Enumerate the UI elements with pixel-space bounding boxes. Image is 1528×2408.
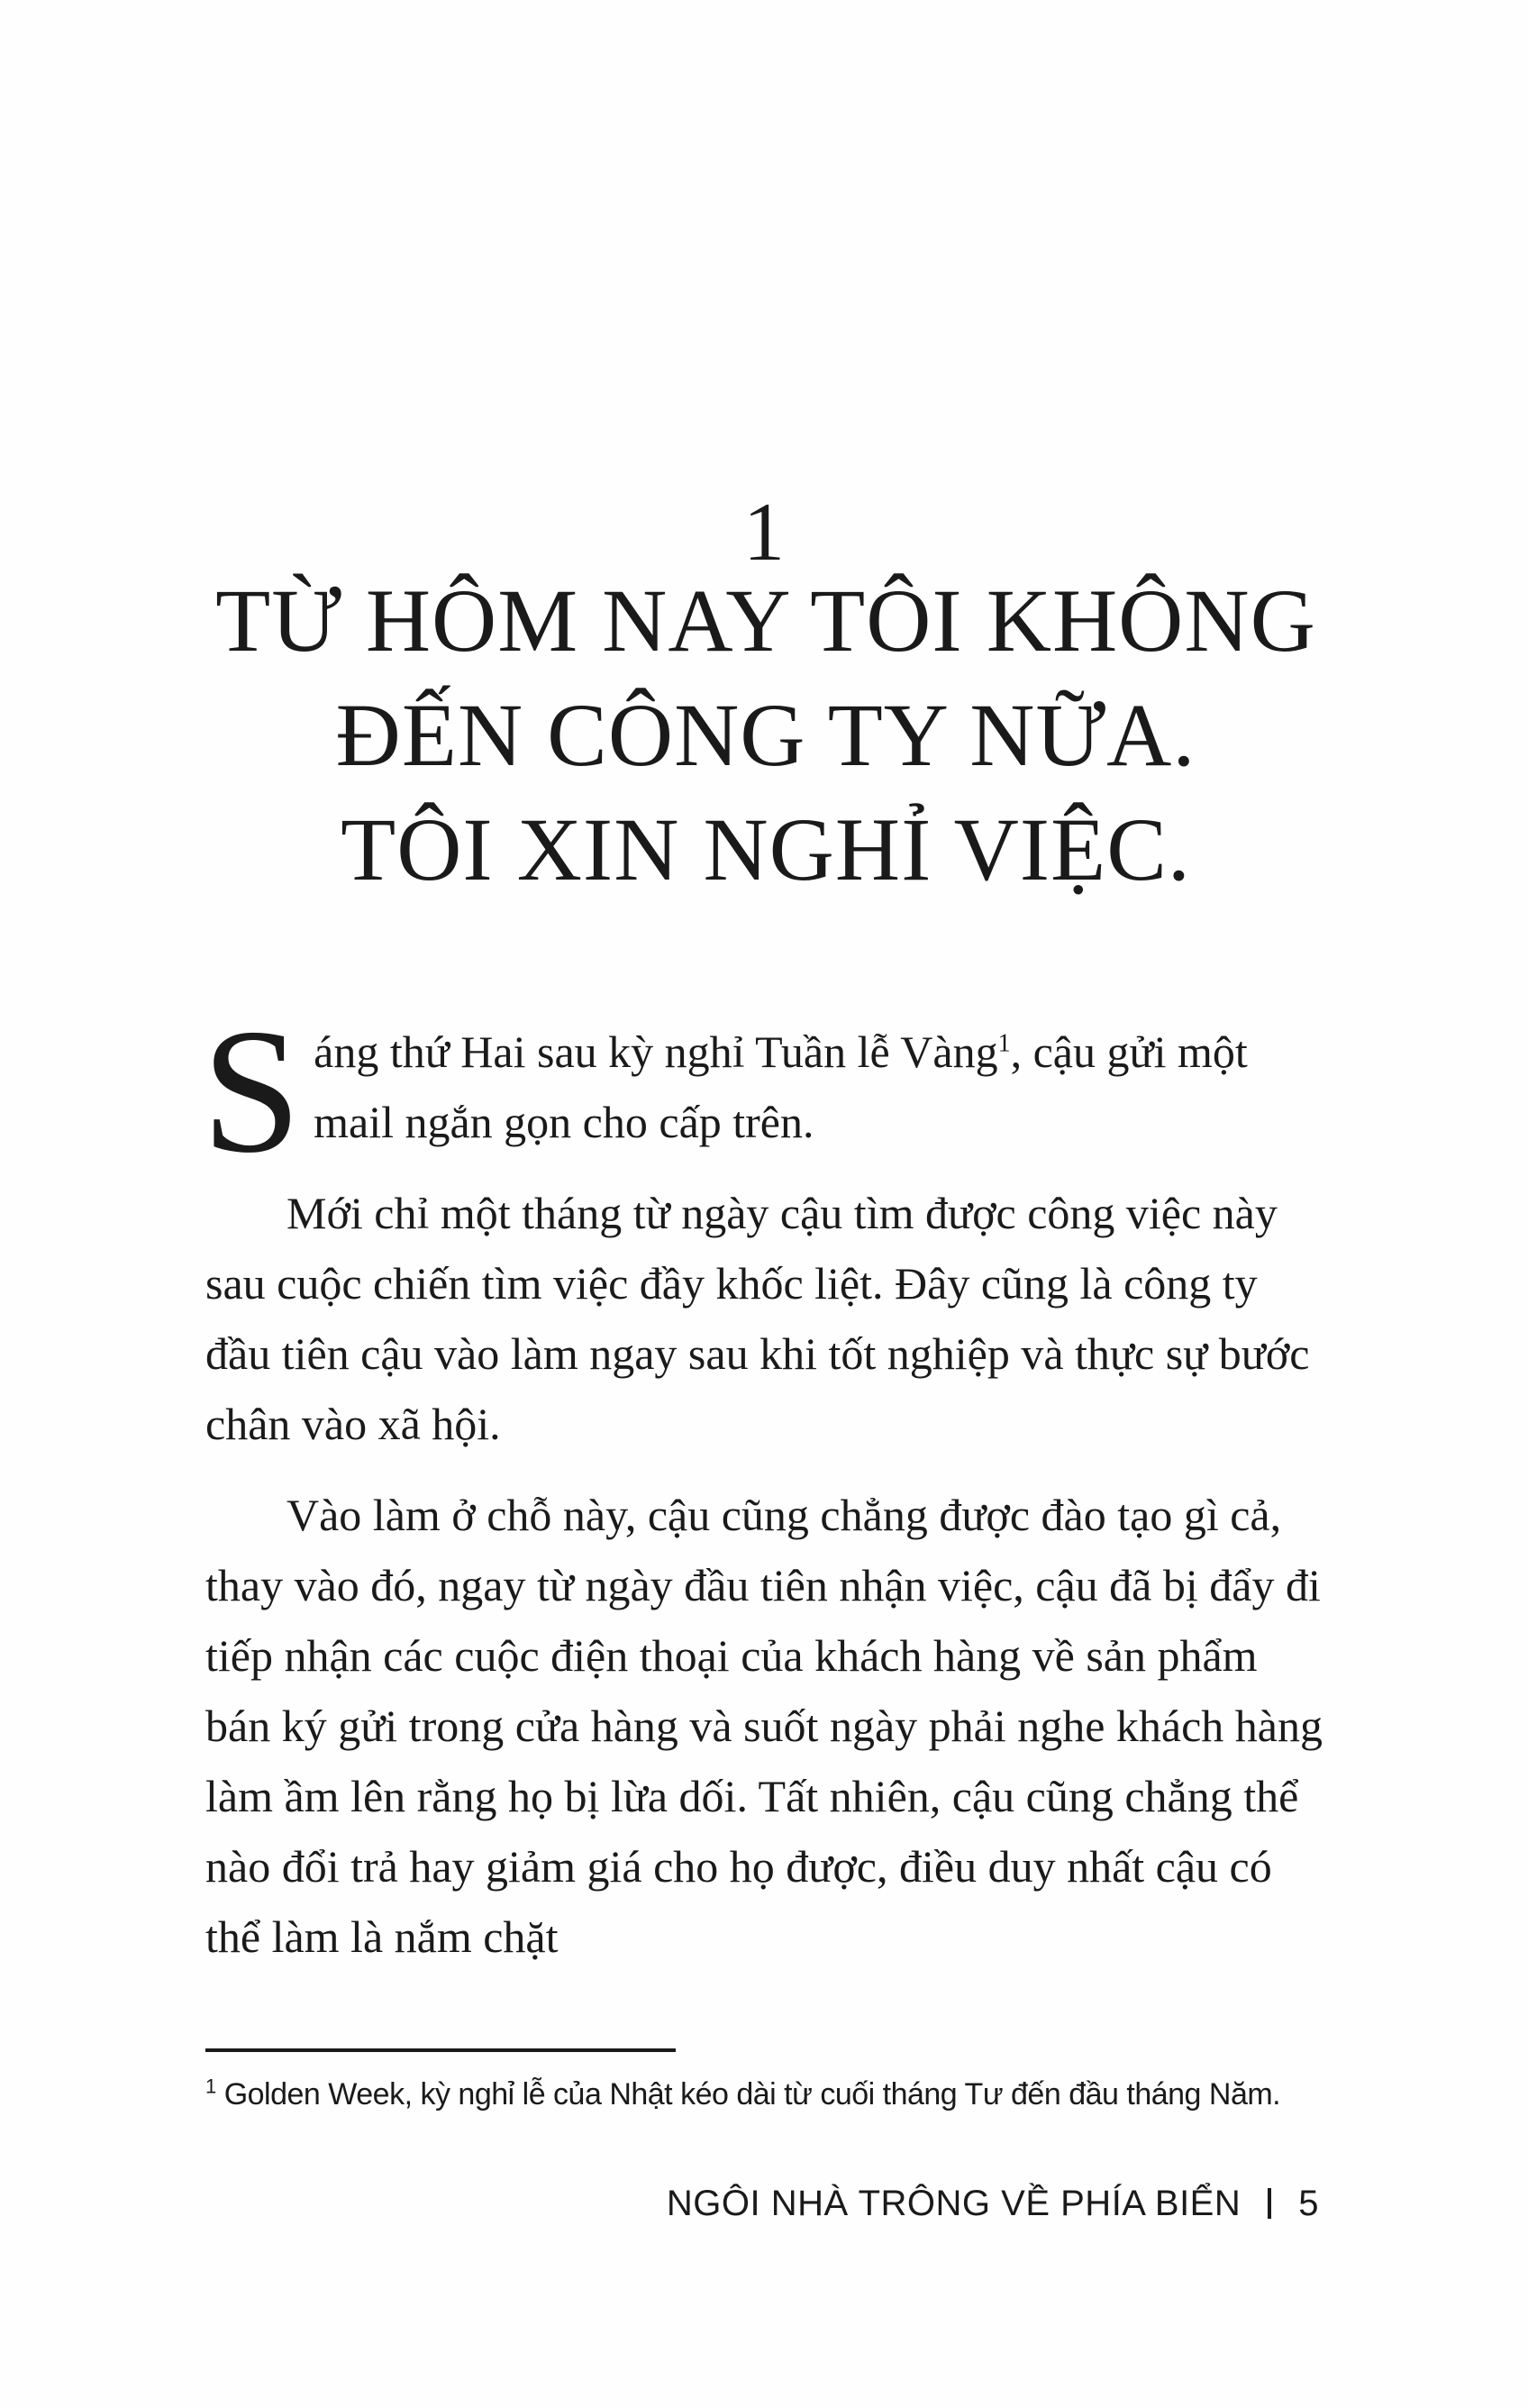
footnote-reference[interactable]: 1 xyxy=(997,1029,1011,1058)
footer-book-title: NGÔI NHÀ TRÔNG VỀ PHÍA BIỂN xyxy=(666,2184,1242,2223)
chapter-title-line-2: ĐẾN CÔNG TY NỮA. xyxy=(335,685,1196,785)
footnote-text: Golden Week, kỳ nghỉ lễ của Nhật kéo dài từ cuối tháng Tư đến đầu tháng Năm. xyxy=(215,2077,1281,2112)
footnote-marker: 1 xyxy=(205,2075,216,2098)
paragraph-1-text-start: áng thứ Hai sau kỳ nghỉ Tuần lễ Vàng xyxy=(314,1026,998,1077)
paragraph-2: Mới chỉ một tháng từ ngày cậu tìm được công việc này sau cuộc chiến tìm việc đầy khốc liệt. Đây cũng là công ty đầu tiên cậu vào làm ngay sau khi tốt nghiệp và thực sự bước chân vào xã hội. xyxy=(205,1188,1310,1449)
body-text xyxy=(202,992,1323,1993)
running-footer xyxy=(667,2181,1319,2226)
paragraph-3: Vào làm ở chỗ này, cậu cũng chẳng được đào tạo gì cả, thay vào đó, ngay từ ngày đầu tiên nhận việc, cậu đã bị đẩy đi tiếp nhận các cuộc điện thoại của khách hàng về sản phẩm bán ký gửi trong cửa hàng và suốt ngày phải nghe khách hàng làm ầm lên rằng họ bị lừa dối. Tất nhiên, cậu cũng chẳng thể nào đổi trả hay giảm giá cho họ được, điều duy nhất cậu có thể làm là nắm chặt xyxy=(205,1490,1323,1962)
chapter-title-line-3: TÔI XIN NGHỈ VIỆC. xyxy=(341,799,1191,899)
chapter-title xyxy=(135,563,1396,907)
drop-cap: S xyxy=(202,992,302,1190)
footnote-divider xyxy=(205,2048,676,2052)
chapter-number: 1 xyxy=(743,486,785,578)
page-number: 5 xyxy=(1298,2184,1319,2223)
paragraph-1 xyxy=(202,992,1323,1190)
paragraph-1-text-end: , cậu gửi một mail ngắn gọn cho cấp trên. xyxy=(314,1026,1248,1147)
footnote xyxy=(205,2075,1377,2114)
chapter-title-line-1: TỪ HÔM NAY TÔI KHÔNG xyxy=(215,570,1316,670)
footer-separator xyxy=(1268,2188,1271,2219)
